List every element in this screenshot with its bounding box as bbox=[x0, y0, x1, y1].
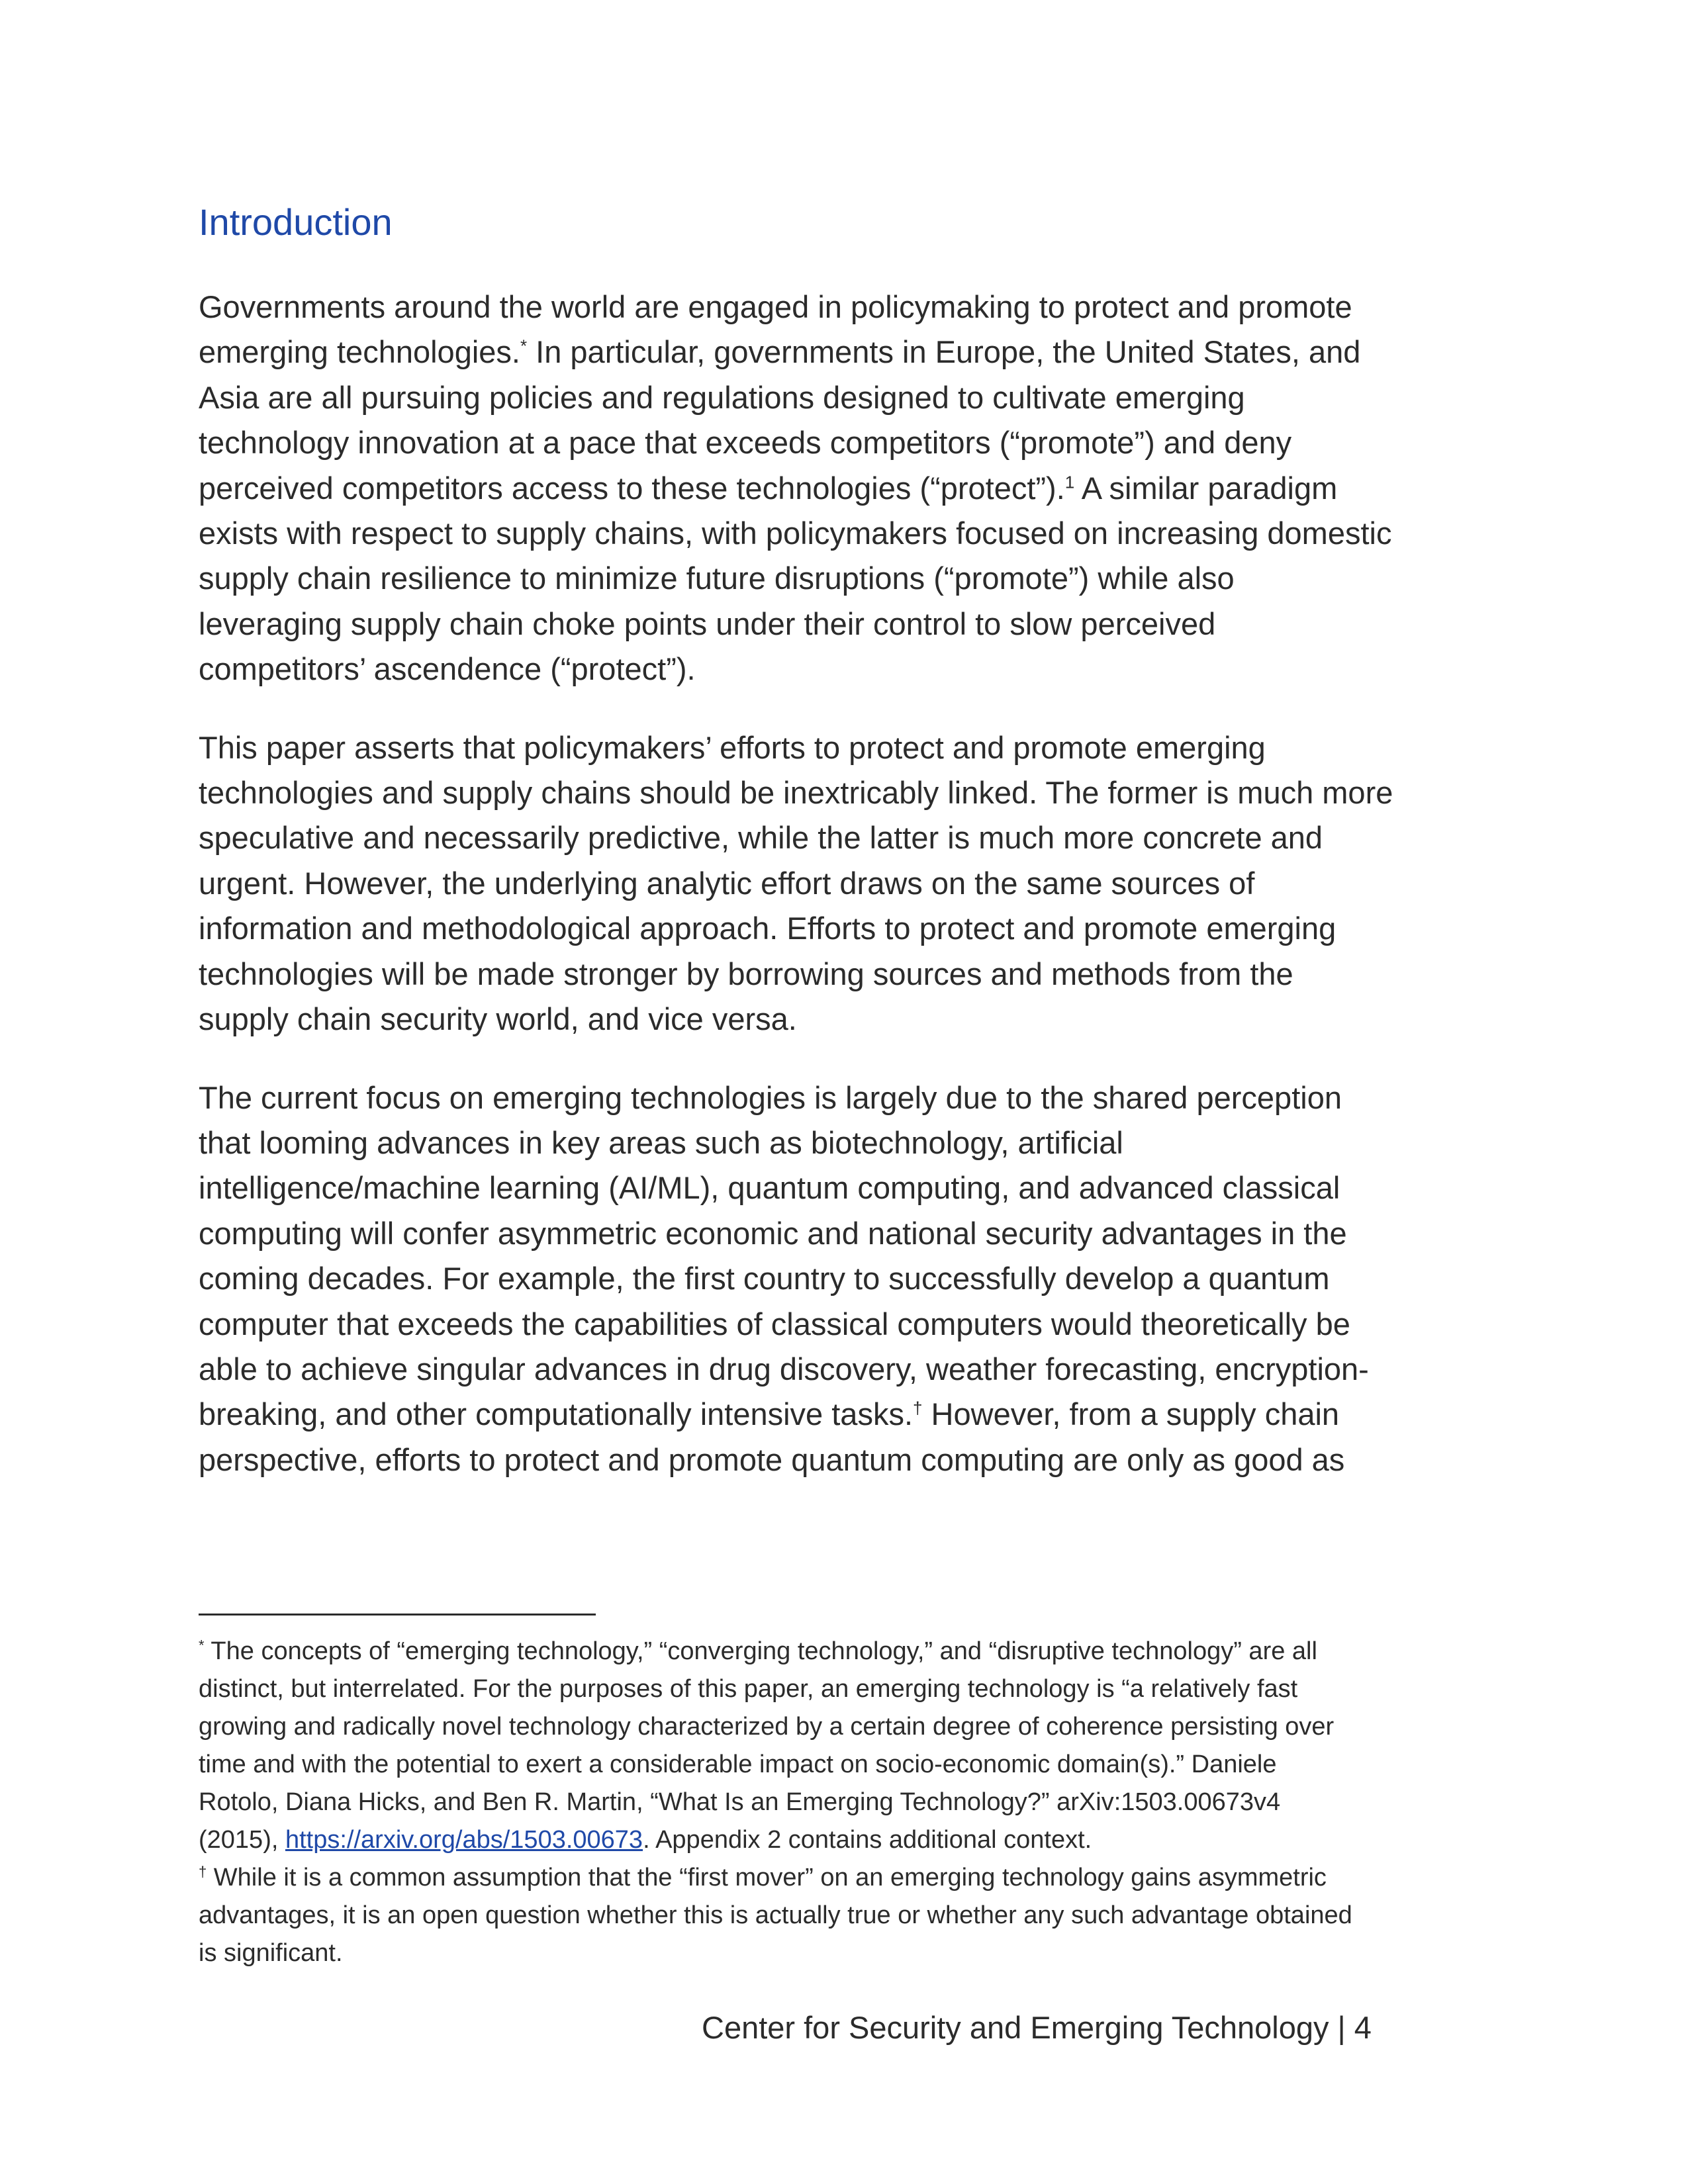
text-line: able to achieve singular advances in drug discovery, weather forecasting, encryption- bbox=[199, 1351, 1369, 1387]
text-line: Governments around the world are engaged in policymaking to protect and promote bbox=[199, 289, 1352, 324]
text-line: (2015), https://arxiv.org/abs/1503.00673. Appendix 2 contains additional context. bbox=[199, 1826, 1092, 1854]
footnote-1 bbox=[199, 1633, 1496, 1859]
text-line: technologies and supply chains should be inextricably linked. The former is much more bbox=[199, 775, 1393, 811]
footnote-marker: * bbox=[199, 1637, 205, 1654]
footnote-marker: * bbox=[520, 336, 528, 356]
text-line: This paper asserts that policymakers’ efforts to protect and promote emerging bbox=[199, 729, 1266, 765]
footnote-marker: † bbox=[199, 1863, 207, 1880]
text-line: supply chain security world, and vice versa. bbox=[199, 1001, 797, 1037]
text-line: intelligence/machine learning (AI/ML), quantum computing, and advanced classical bbox=[199, 1170, 1340, 1206]
page-footer: Center for Security and Emerging Technology | 4 bbox=[702, 2010, 1372, 2045]
reference-link[interactable]: https://arxiv.org/abs/1503.00673 bbox=[285, 1826, 643, 1854]
text-line: emerging technologies.* In particular, governments in Europe, the United States, and bbox=[199, 334, 1361, 370]
text-line: coming decades. For example, the first country to successfully develop a quantum bbox=[199, 1261, 1330, 1297]
footnote-separator bbox=[199, 1614, 596, 1615]
text-line: supply chain resilience to minimize future disruptions (“promote”) while also bbox=[199, 561, 1235, 596]
footnotes bbox=[199, 1633, 1496, 1972]
text-line: technologies will be made stronger by borrowing sources and methods from the bbox=[199, 956, 1293, 991]
text-line: growing and radically novel technology characterized by a certain degree of coherence persisting over bbox=[199, 1713, 1335, 1741]
text-line: Rotolo, Diana Hicks, and Ben R. Martin, “What Is an Emerging Technology?” arXiv:1503.00673v4 bbox=[199, 1788, 1281, 1816]
text-line: exists with respect to supply chains, with policymakers focused on increasing domestic bbox=[199, 516, 1392, 551]
paragraph-3 bbox=[199, 1075, 1496, 1483]
text-line: advantages, it is an open question whether this is actually true or whether any such advantage obtained bbox=[199, 1901, 1352, 1929]
text-line: is significant. bbox=[199, 1939, 343, 1967]
paragraph-2 bbox=[199, 725, 1496, 1042]
text-line: The current focus on emerging technologies is largely due to the shared perception bbox=[199, 1079, 1342, 1115]
footnote-2 bbox=[199, 1859, 1496, 1972]
text-line: perceived competitors access to these technologies (“protect”).$^1$ A similar paradigm bbox=[199, 470, 1338, 506]
body-text bbox=[199, 285, 1496, 1516]
text-line: speculative and necessarily predictive, while the latter is much more concrete and bbox=[199, 820, 1323, 856]
text-line: perspective, efforts to protect and promote quantum computing are only as good as bbox=[199, 1441, 1345, 1477]
text-line: computing will confer asymmetric economic and national security advantages in the bbox=[199, 1215, 1347, 1251]
section-heading: Introduction bbox=[199, 201, 393, 243]
text-line: breaking, and other computationally intensive tasks.† However, from a supply chain bbox=[199, 1396, 1340, 1432]
text-line: technology innovation at a pace that exceeds competitors (“promote”) and deny bbox=[199, 425, 1292, 461]
text-line: * The concepts of “emerging technology,” “converging technology,” and “disruptive technology” are all bbox=[199, 1637, 1317, 1665]
text-line: computer that exceeds the capabilities of classical computers would theoretically be bbox=[199, 1306, 1350, 1342]
footnote-marker: † bbox=[913, 1398, 923, 1418]
paragraph-1 bbox=[199, 285, 1496, 692]
text-line: urgent. However, the underlying analytic effort draws on the same sources of bbox=[199, 865, 1255, 901]
text-line: that looming advances in key areas such as biotechnology, artificial bbox=[199, 1124, 1123, 1160]
text-line: information and methodological approach. Efforts to protect and promote emerging bbox=[199, 911, 1336, 946]
footnote-marker: 1 bbox=[1064, 471, 1075, 492]
text-line: distinct, but interrelated. For the purposes of this paper, an emerging technology is “a relatively fast bbox=[199, 1675, 1298, 1703]
text-line: leveraging supply chain choke points under their control to slow perceived bbox=[199, 606, 1216, 641]
text-line: Asia are all pursuing policies and regulations designed to cultivate emerging bbox=[199, 379, 1245, 415]
text-line: † While it is a common assumption that the “first mover” on an emerging technology gains asymmetric bbox=[199, 1863, 1327, 1891]
text-line: time and with the potential to exert a considerable impact on socio-economic domain(s).” Daniele bbox=[199, 1751, 1277, 1778]
text-line: competitors’ ascendence (“protect”). bbox=[199, 651, 696, 687]
